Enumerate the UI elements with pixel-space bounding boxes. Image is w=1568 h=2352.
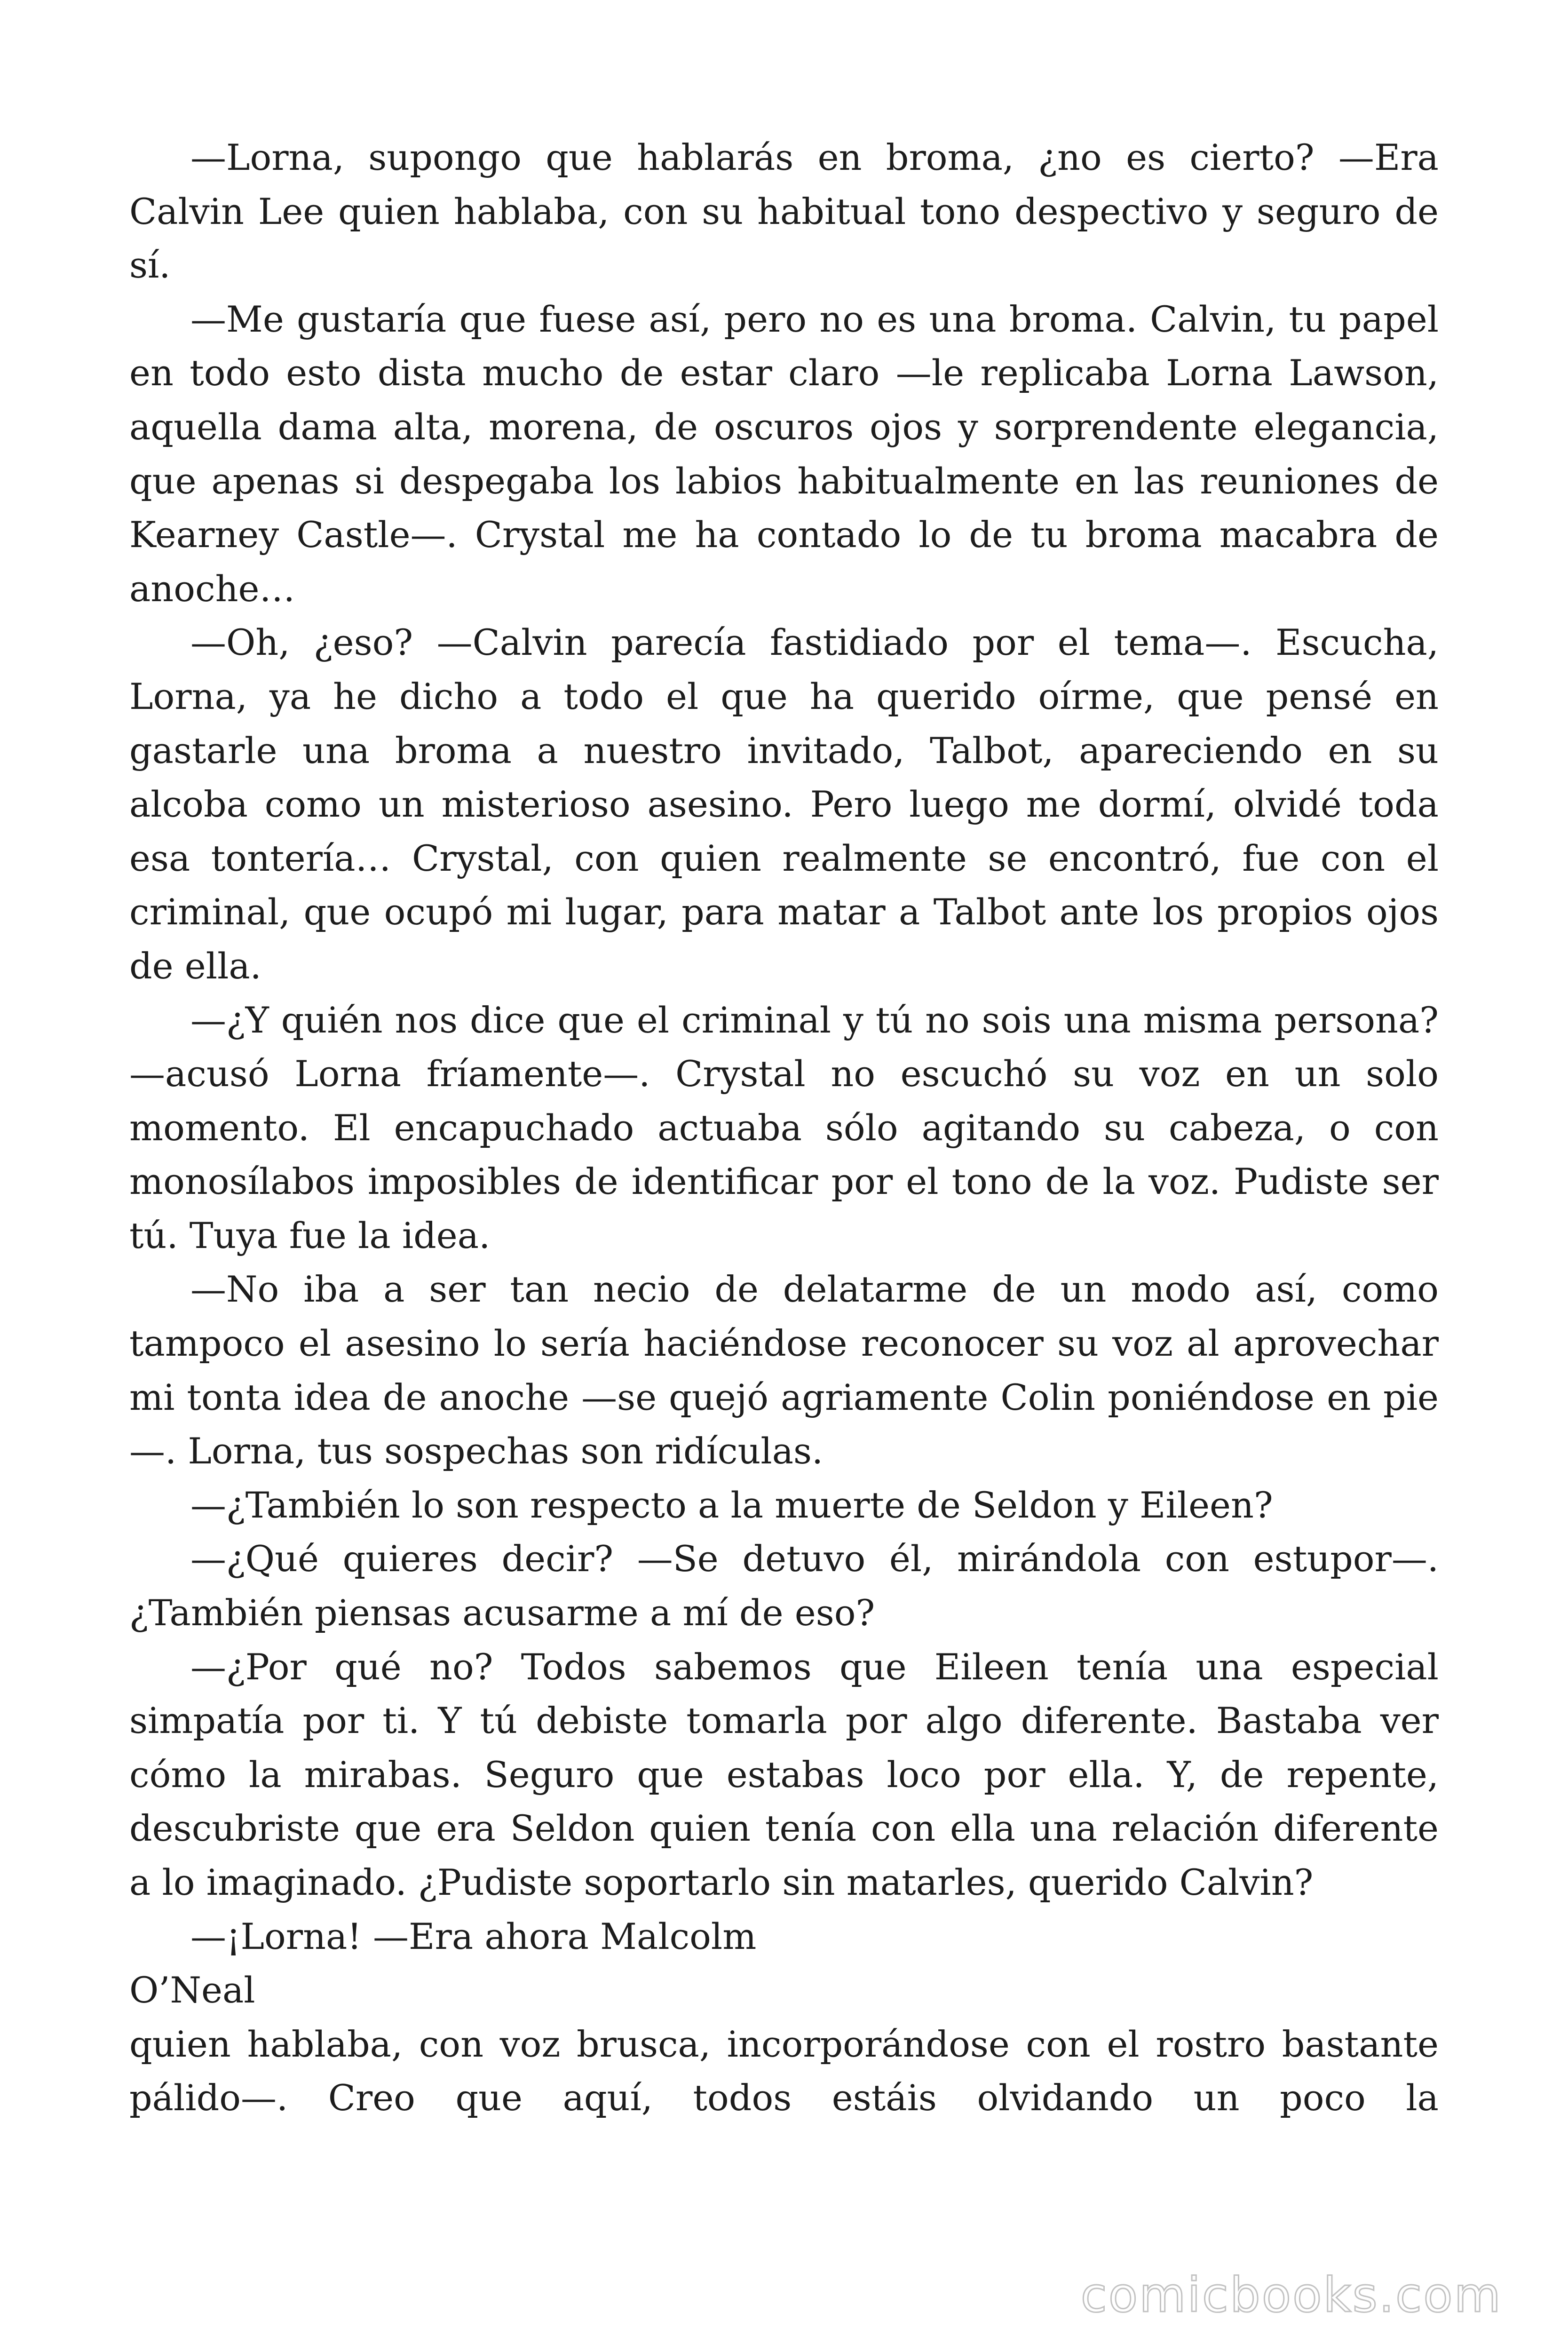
paragraph: —Lorna, supongo que hablarás en broma, ¿no es cierto? —Era Calvin Lee quien hablaba, con su habitual tono despectivo y seguro de sí. [129,136,1439,286]
paragraph: O’Neal [129,1969,255,2011]
watermark: comicbooks.com [1080,2267,1502,2323]
paragraph: —¿Por qué no? Todos sabemos que Eileen tenía una especial simpatía por ti. Y tú debiste tomarla por algo diferente. Bastaba ver cómo la mirabas. Seguro que estabas loco por ella. Y, de repente, descubriste que era Seldon quien tenía con ella una relación diferente a lo imaginado. ¿Pudiste soportarlo sin matarles, querido Calvin? [129,1645,1439,1903]
paragraph: —¿Qué quieres decir? —Se detuvo él, mirándola con estupor—. ¿También piensas acusarme a mí de eso? [129,1538,1439,1634]
paragraph: —Me gustaría que fuese así, pero no es una broma. Calvin, tu papel en todo esto dista mucho de estar claro —le replicaba Lorna Lawson, aquella dama alta, morena, de oscuros ojos y sorprendente elegancia, que apenas si despegaba los labios habitualmente en las reuniones de Kearney Castle—. Crystal me ha contado lo de tu broma macabra de anoche… [129,298,1439,610]
paragraph: —¡Lorna! —Era ahora Malcolm [190,1915,757,1957]
body-text [129,131,1439,2125]
paragraph: —¿También lo son respecto a la muerte de Seldon y Eileen? [190,1484,1273,1526]
paragraph: —Oh, ¿eso? —Calvin parecía fastidiado por el tema—. Escucha, Lorna, ya he dicho a todo el que ha querido oírme, que pensé en gastarle una broma a nuestro invitado, Talbot, apareciendo en su alcoba como un misterioso asesino. Pero luego me dormí, olvidé toda esa tontería… Crystal, con quien realmente se encontró, fue con el criminal, que ocupó mi lugar, para matar a Talbot ante los propios ojos de ella. [129,621,1439,987]
paragraph: —¿Y quién nos dice que el criminal y tú no sois una misma persona? —acusó Lorna fríamente—. Crystal no escuchó su voz en un solo momento. El encapuchado actuaba sólo agitando su cabeza, o con monosílabos imposibles de identificar por el tono de la voz. Pudiste ser tú. Tuya fue la idea. [129,999,1439,1256]
paragraph: —No iba a ser tan necio de delatarme de un modo así, como tampoco el asesino lo sería haciéndose reconocer su voz al aprovechar mi tonta idea de anoche —se quejó agriamente Colin poniéndose en pie—. Lorna, tus sospechas son ridículas. [129,1268,1439,1472]
paragraph: quien hablaba, con voz brusca, incorporándose con el rostro bastante pálido—. Creo que aquí, todos estáis olvidando un poco la [129,2023,1439,2119]
